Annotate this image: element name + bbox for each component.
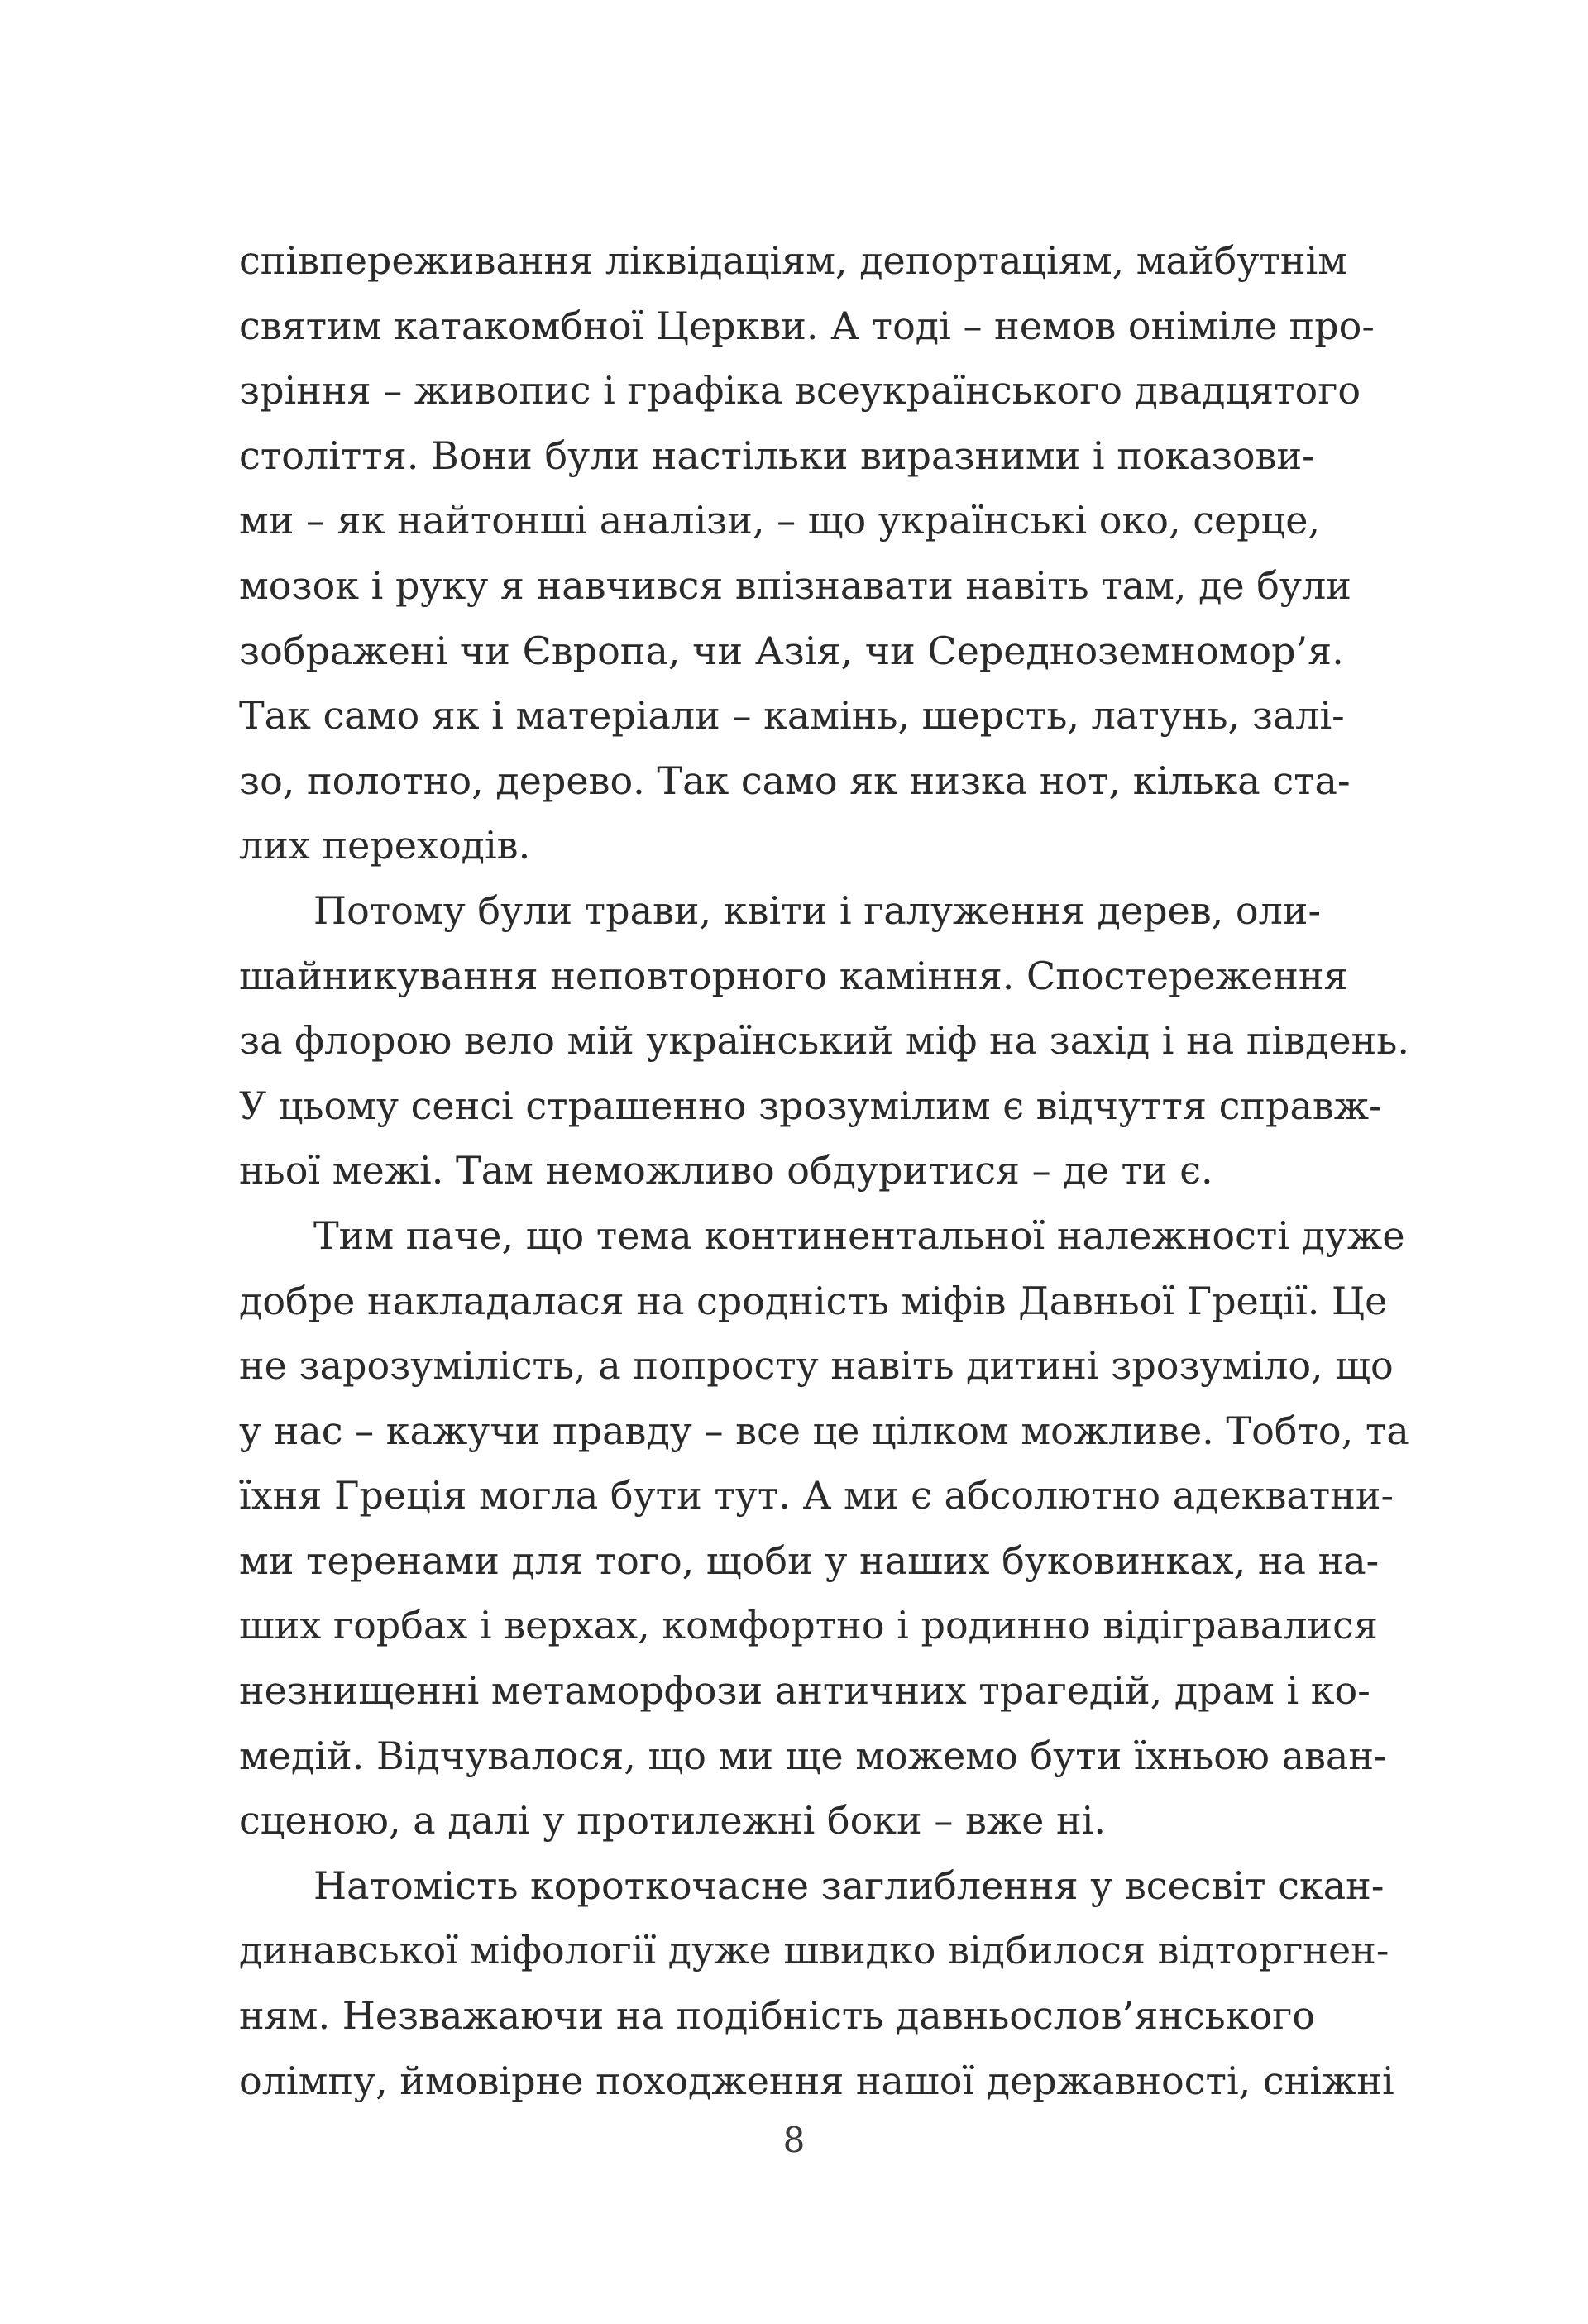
text-line: святим катакомбної Церкви. А тоді – немов оніміле про- <box>239 303 1375 348</box>
text-line: співпереживання ліквідаціям, депортаціям, майбутнім <box>239 238 1347 283</box>
text-line: мозок і руку я навчився впізнавати навіть там, де були <box>239 562 1351 608</box>
text-line: ми – як найтонші аналізи, – що українські око, серце, <box>239 498 1321 543</box>
text-line: У цьому сенсі страшенно зрозумілим є відчуття справж- <box>239 1083 1382 1128</box>
text-line: за флорою вело мій український міф на захід і на південь. <box>239 1018 1409 1064</box>
text-line: Потому були трави, квіти і галуження дерев, оли- <box>313 887 1322 933</box>
text-line: олімпу, ймовірне походження нашої державності, сніжні <box>239 2058 1394 2103</box>
text-line: ням. Незважаючи на подібність давньослов’янського <box>239 1993 1315 2039</box>
text-line: ми теренами для того, щоби у наших буковинках, на на- <box>239 1537 1380 1583</box>
text-line: у нас – кажучи правду – все це цілком можливе. Тобто, та <box>239 1408 1409 1453</box>
text-line: медій. Відчувалося, що ми ще можемо бути їхньою аван- <box>239 1733 1387 1778</box>
text-line: ших горбах і верхах, комфортно і родинно відігравалися <box>239 1603 1378 1648</box>
text-line: шайникування неповторного каміння. Спостереження <box>239 953 1348 998</box>
text-line: століття. Вони були настільки виразними і показови- <box>239 433 1315 478</box>
text-line: не зарозумілість, а попросту навіть дитині зрозуміло, що <box>239 1343 1394 1389</box>
text-line: їхня Греція могла бути тут. А ми є абсолютно адекватни- <box>239 1473 1394 1518</box>
text-line: добре накладалася на сродність міфів Давньої Греції. Це <box>239 1278 1388 1323</box>
text-line: зріння – живопис і графіка всеукраїнського двадцятого <box>239 368 1361 414</box>
text-line: сценою, а далі у протилежні боки – вже ні. <box>239 1798 1107 1843</box>
text-line: зо, полотно, дерево. Так само як низка нот, кілька ста- <box>239 758 1351 803</box>
text-line: Натомість короткочасне заглиблення у всесвіт скан- <box>313 1863 1385 1908</box>
text-line: ньої межі. Там неможливо обдуритися – де ти є. <box>239 1148 1213 1193</box>
text-line: динавської міфології дуже швидко відбилося відторгнен- <box>239 1928 1390 1973</box>
text-line: Тим паче, що тема континентальної належності дуже <box>313 1212 1405 1258</box>
text-line: Так само як і матеріали – камінь, шерсть, латунь, залі- <box>239 693 1345 739</box>
text-line: незнищенні метаморфози античних трагедій, драм і ко- <box>239 1668 1370 1714</box>
text-line: зображені чи Європа, чи Азія, чи Середноземномор’я. <box>239 628 1344 673</box>
page-number: 8 <box>782 2120 806 2160</box>
text-line: лих переходів. <box>239 823 531 868</box>
body-text <box>239 228 1409 2113</box>
